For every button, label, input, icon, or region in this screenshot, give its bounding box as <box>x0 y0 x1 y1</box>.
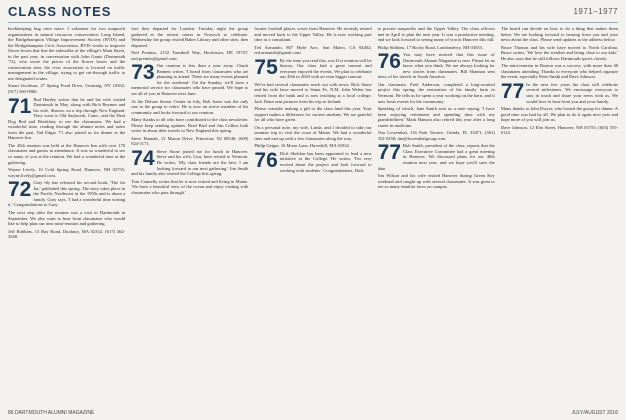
paragraph <box>8 94 126 141</box>
class-year-numeral: 71 <box>8 94 32 118</box>
text-column-2 <box>131 26 248 406</box>
article-columns <box>8 26 618 406</box>
paragraph-text: We've had several classmates reach out with news. Rick Stone and his wife have moved to Santa Fe, N.M. John Weber has retired from the bank and is now teaching at a local college. Jack Dunn sent pictures from his trip to Ireland. <box>254 81 372 104</box>
paragraph-text: Steve Hannah, 12 Mason Drive, Princeton, NJ 08540; (609) 924-3171. <box>131 135 249 147</box>
paragraph <box>254 148 372 173</box>
paragraph <box>378 106 495 128</box>
class-year-numeral: 74 <box>131 146 155 170</box>
header-divider <box>8 22 618 23</box>
paragraph-text: Many thanks to John Dwyer, who hosted the group for dinner. A good time was had by all. We plan to do it again next year and hope more of you will join us. <box>500 106 619 123</box>
paragraph-text: Our classmate, Fred Anderson, completed a long-awaited project this spring, the restoration of his family farm in Vermont. He tells us he spent a year working on the barn, and it now hosts events for the community. <box>377 81 495 104</box>
paragraph <box>131 63 248 96</box>
paragraph <box>500 79 619 104</box>
paragraph <box>254 45 371 56</box>
paragraph-text: By the time you read this, our 41st reunion will be history. Our class had a great turnout and everyone enjoyed the events. We plan to celebrate our 45th in 2020 with an even bigger turnout. <box>279 57 372 80</box>
class-year-numeral: 76 <box>254 148 278 172</box>
paragraph-text: Bruce Thomas and his wife have moved to North Carolina. Bruce writes, 'We love the weather and being close to our kids.' He also says that he still follows Dartmouth sports closely. <box>500 44 619 61</box>
paragraph <box>131 117 248 134</box>
text-column-3 <box>254 26 371 406</box>
paragraph-text: bookkeeping bug once more. I volunteer for two nonprofit organizations in natural resources conservation: Long Island, the Bridgehampton Village Improvement Society (BVIS) and the Bridgehampton Civic Association, BVIS works to improve flower boxes that line the sidewalks of the village's Main Street, in the past year, in conversation with John Gantz (Dartmouth '72), who wrote the pieces of the flower boxes and the conservation area, the civic association is focused on traffic management in the village, trying to get cut-through traffic to use designated routes. <box>8 26 126 81</box>
paragraph-text: Jeff Robbins, 13 Bay Road, Duxbury, MA 02332; (617) 462-3040. <box>8 228 126 240</box>
paragraph <box>131 26 248 48</box>
paragraph <box>131 50 248 61</box>
paragraph <box>8 83 125 94</box>
paragraph <box>8 229 125 240</box>
paragraph <box>501 63 618 80</box>
section-title: CLASS NOTES <box>8 4 112 19</box>
paragraph-text: Our reunion is less than a year away. Chuck Bennett writes, 'I heard from classmates who are planning to attend. There are many events planned for the weekend.' On the Sunday, we'll have a memorial service for classmates who have passed. We hope to see all of you in Hanover next June. <box>131 63 249 97</box>
paragraph <box>378 173 495 190</box>
paragraph-text: Tim Lowenthal, 116 Park Terrace, Orinda, FL 33471; (561) 352-9258; tim@lowenthalgroup.com. <box>377 130 495 141</box>
paragraph <box>8 210 125 227</box>
class-year-numeral: 77 <box>377 141 401 165</box>
page-footer <box>8 406 618 416</box>
paragraph-text: Tom Connelly writes that he is now retired and living in Maine. 'We have a beautiful view of the ocean and enjoy visiting with classmates who pass through.' <box>131 178 249 195</box>
paragraph <box>378 26 495 43</box>
paragraph-text: Philip Siddons, 17 Rocky Road, Londonderry, NH 03053. <box>377 44 484 50</box>
paragraph-text: Philip Geiger, 16 Moon Lane, Haverhill, MA 01832. <box>254 143 351 149</box>
paragraph <box>8 26 125 81</box>
paragraph-text: At the Deluxe Senior Center in July, Bob Jones was the only one in the group to retire. He is now an active member of his community and looks forward to our reunion. <box>131 98 249 115</box>
paragraph <box>254 55 372 80</box>
paragraph-text: Please consider making a gift to the class fund this year. Your support makes a difference for current students. We are grateful for all who have given. <box>254 106 372 123</box>
paragraph-text: Ted Armando, 807 Hyde Ave., San Mateo, CA 94402; ted.armando@gmail.com. <box>254 44 372 56</box>
paragraph-text: In the next few years the class will celebrate several milestones. We encourage everyone to stay in touch and share your news with us. We would love to hear from you and your family. <box>526 81 619 104</box>
paragraph-text: Wayne Lively, 16 Cold Spring Road, Hanover, NH 03755; wayne.lively@gmail.com. <box>8 167 126 178</box>
paragraph-text: You may have noticed that this issue of Dartmouth Alumni Magazine is new. Please let us know what you think. We are always looking for new stories from classmates. Bill Shannon sent news of his travels in South America. <box>377 52 495 80</box>
text-column-1 <box>8 26 125 406</box>
paragraph-text: Bob Smith, president of the class, reports that the Class Executive Committee had a great meeting in Hanover. We discussed plans for our 40th reunion next year, and we hope you'll save the date. <box>377 143 495 171</box>
paragraph <box>378 82 495 104</box>
paragraph-text: Ned Prentiss, 2152 Trumbull Way, Hockessin, DE 19707; ned.prentiss@gmail.com. <box>131 50 249 61</box>
class-year-numeral: 72 <box>8 178 32 202</box>
paragraph <box>501 45 618 62</box>
paragraph-text: former football player, wrote from Hanover. He recently retired and moved back to the Upper Valley. He is now working part time as a consultant. <box>254 26 372 43</box>
paragraph-text: fore they departed for London. Tuesday night the group gathered at the retreat center in Norwich to celebrate. Wednesday the group visited Baker Library and other sites, then departed. <box>131 26 249 48</box>
paragraph-text: Steve Stone joined me for lunch in Hanover. Steve and his wife, Lisa, have retired to Vermont. He writes, 'My class friends are the best. I am looking forward to our next gathering.' Jim Smith and his family also visited the College this spring. <box>131 148 249 177</box>
paragraph <box>8 167 125 178</box>
paragraph-text: Gary Sly has released his second book, 'The Jar Jar,' published this spring. The story takes place in the Pacific Northwest in the 1950s and is about a family. Gary says, 'I had a wonderful time writing it.' Congratulations to Gary. <box>8 180 126 208</box>
paragraph <box>131 146 249 177</box>
paragraph <box>501 26 618 43</box>
paragraph <box>131 179 248 196</box>
class-year-numeral: 76 <box>377 50 401 74</box>
paragraph <box>254 82 371 104</box>
paragraph-text: Dick Sheldon has been appointed to lead a new initiative at the College. He writes, 'I'm very excited about the project and look forward to working with students.' Congratulations, Dick. <box>279 150 372 173</box>
paragraph <box>378 130 495 141</box>
page-header <box>0 0 626 26</box>
class-year-numeral: 75 <box>254 55 278 79</box>
paragraph-text: Speaking of which, Jane Smith sent us a note saying, 'I have been enjoying retirement and spending time with my grandchildren.' Mark Hanson also retired this year after a long career in medicine. <box>377 106 495 128</box>
paragraph-text: to private nonprofits and the Upper Valley. The class officers met in April to plan the next year. It was a productive meeting, and we look forward to seeing many of you in Hanover this fall. <box>377 26 495 43</box>
paragraph-text: On a personal note, my wife, Linda, and I decided to take our summer trip to visit the coast of Maine. We had a wonderful time and met up with a few classmates along the way. <box>254 124 372 141</box>
paragraph <box>378 45 495 51</box>
paragraph-text: The board can decide on how to do a thing that makes them better. We are looking forward to hearing from you and your news about the class. Please send updates to the address below. <box>500 26 619 43</box>
class-year-numeral: 77 <box>500 79 525 103</box>
class-years-range: 1971–1977 <box>573 7 618 16</box>
text-column-5 <box>501 26 618 406</box>
paragraph <box>8 180 125 208</box>
paragraph <box>254 125 371 142</box>
paragraph <box>131 99 248 116</box>
paragraph-text: Dave Johnson, 12 Elm Street, Hanover, NH 03755; (603) 555-0123. <box>500 124 619 136</box>
footer-issue-date: JULY/AUGUST 2016 <box>571 410 618 416</box>
paragraph-text: The 45th reunion was held at the Hanover Inn with over 170 classmates and guests in attendance. It was so wonderful to see so many of you at the reunion. We had a wonderful time at the gathering. <box>8 142 126 165</box>
paragraph <box>501 106 618 123</box>
paragraph-text: The mini-reunion in Boston was a success, with more than 40 classmates attending. Thanks to everyone who helped organize the event, especially Peter Smith and Dave Johnson. <box>500 63 619 80</box>
paragraph-text: The next step after the reunion was a visit to Dartmouth in September. We also want to hear from classmates who would like to help plan our next mini-reunion and gathering. <box>8 209 126 227</box>
paragraph <box>378 143 495 171</box>
paragraph <box>378 52 495 80</box>
paragraph-text: Many thanks to all who have contributed to the class newsletter. Please keep sending updates. Brad Bird and Jim Collins both wrote in about their travels to New England this spring. <box>131 117 249 134</box>
paragraph <box>131 136 248 147</box>
paragraph-text: Stuart Jacobson, 27 Spring Pond Drive, Ossining, NY 10562; (917) 560-0960. <box>8 83 126 95</box>
paragraph <box>8 143 125 165</box>
paragraph <box>254 106 371 123</box>
paragraph-text: Bud Hanley writes that he and his wife visited Dartmouth in May, along with Rich Reymes and his wife, Sharon, on a trip through New England. They went to Old Saybrook, Conn., and the Deaf Dog Bed and Breakfast, to see the classmates. We had a wonderful time, reading through the alumni notes and notes from the past. Tad Edgar '71 also joined us for dinner at the Hanover Inn. <box>8 96 126 141</box>
paragraph-text: Jim Wilson and his wife visited Hanover during Green Key weekend and caught up with several classmates. It was great to see so many familiar faces on campus. <box>377 173 495 190</box>
class-year-numeral: 73 <box>131 61 155 85</box>
footer-magazine-label: 86 DARTMOUTH ALUMNI MAGAZINE <box>8 410 95 416</box>
text-column-4 <box>378 26 495 406</box>
paragraph <box>254 26 371 43</box>
paragraph <box>501 125 618 136</box>
paragraph <box>254 143 371 149</box>
